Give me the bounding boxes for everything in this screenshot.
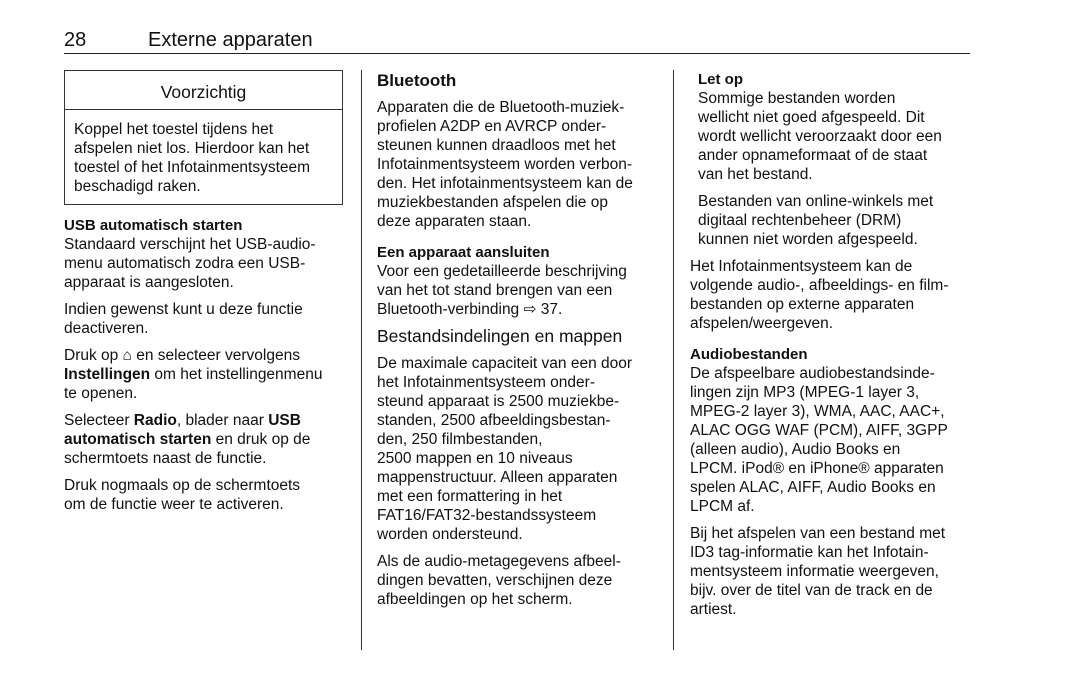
text-line [377,212,667,231]
section-heading [377,243,667,262]
text-line [377,590,667,609]
text-line [690,600,975,619]
text-line [698,192,975,211]
text-line [377,373,667,392]
text-line [64,254,349,273]
text-line: toestel of het Infotainmentsysteem [74,159,311,176]
text-line: Koppel het toestel tijdens het [74,121,274,138]
text-segment: om de functie weer te activeren. [64,496,284,513]
bold-term: USB [268,412,301,429]
text-segment: Selecteer [64,412,134,429]
paragraph [690,89,975,184]
text-line [377,525,667,544]
section-heading [64,216,349,235]
text-segment: FAT16/FAT32-bestandssysteem [377,507,597,524]
text-segment: De afspeelbare audiobestandsinde- [690,365,935,382]
text-segment: afbeeldingen op het scherm. [377,591,573,608]
text-segment: en druk op de [211,431,311,448]
text-line [377,506,667,525]
text-line [698,146,975,165]
text-line [690,257,975,276]
text-segment: bijv. over de titel van de track en de [690,582,933,599]
section-heading [690,345,975,364]
column-3 [690,70,975,627]
text-line [690,345,975,364]
caution-body [65,110,342,206]
text-line [377,193,667,212]
text-line [698,165,975,184]
section-heading [690,70,975,89]
text-line [377,327,667,346]
text-segment: den. Het infotainmentsysteem kan de [377,175,633,192]
text-segment: bestanden op externe apparaten [690,296,915,313]
text-line [377,449,667,468]
text-segment: worden ondersteund. [377,526,523,543]
text-segment: schermtoets naast de functie. [64,450,267,467]
column-2 [377,71,667,617]
paragraph [377,262,667,319]
text-segment: Infotainmentsysteem worden verbon- [377,156,633,173]
text-segment: De maximale capaciteit van een door [377,355,633,372]
text-line [64,430,349,449]
text-segment: menu automatisch zodra een USB- [64,255,306,272]
text-line [377,174,667,193]
text-segment: ander opnameformaat of de staat [698,147,928,164]
text-line [690,497,975,516]
text-segment: dingen bevatten, verschijnen deze [377,572,613,589]
text-line [64,495,349,514]
text-line [64,411,349,430]
text-segment: 2500 mappen en 10 niveaus [377,450,573,467]
text-segment: Bij het afspelen van een bestand met [690,525,946,542]
text-line [64,449,349,468]
text-line [64,273,349,292]
paragraph [377,354,667,544]
text-segment: spelen ALAC, AIFF, Audio Books en [690,479,936,496]
bold-term: Instellingen [64,366,151,383]
text-line [64,476,349,495]
text-segment: Bestanden van online-winkels met [698,193,934,210]
text-line [64,365,349,384]
text-segment: Voor een gedetailleerde beschrijving [377,263,627,280]
text-line [377,300,667,319]
column-divider [673,70,674,650]
caution-title: Voorzichtig [65,71,342,110]
header-rule [64,53,970,54]
text-line [377,98,667,117]
paragraph [690,364,975,516]
text-segment: profielen A2DP en AVRCP onder- [377,118,607,135]
text-segment: muziekbestanden afspelen die op [377,194,608,211]
text-segment: volgende audio-, afbeeldings- en film- [690,277,949,294]
text-segment: Druk op ⌂ en selecteer vervolgens [64,347,300,364]
paragraph [64,235,349,292]
text-line [377,392,667,411]
text-line [64,319,349,338]
text-line [377,411,667,430]
text-line [377,117,667,136]
text-segment: steunen kunnen draadloos met het [377,137,616,154]
text-line [377,262,667,281]
text-line [698,70,975,89]
text-segment: Een apparaat aansluiten [377,244,550,261]
text-segment: Sommige bestanden worden [698,90,896,107]
text-line [690,314,975,333]
bold-term: Radio [133,412,177,429]
text-line [698,230,975,249]
text-line [377,487,667,506]
text-line [64,235,349,254]
text-line [377,571,667,590]
paragraph [690,192,975,249]
text-segment: Standaard verschijnt het USB-audio- [64,236,316,253]
text-segment: met een formattering in het [377,488,563,505]
text-segment: artiest. [690,601,737,618]
text-line: afspelen niet los. Hierdoor kan het [74,140,310,157]
text-segment: MPEG-2 layer 3), WMA, AAC, AAC+, [690,403,945,420]
text-line [698,108,975,127]
text-line [377,281,667,300]
text-segment: , blader naar [176,412,269,429]
text-segment: LPCM af. [690,498,755,515]
text-line [377,155,667,174]
text-segment: Als de audio-metagegevens afbeel- [377,553,621,570]
column-divider [361,70,362,650]
paragraph [690,257,975,333]
text-line [690,383,975,402]
text-segment: den, 250 filmbestanden, [377,431,543,448]
text-segment: (alleen audio), Audio Books en [690,441,901,458]
paragraph [377,552,667,609]
text-segment: Let op [698,71,743,88]
text-segment: het Infotainmentsysteem onder- [377,374,595,391]
column-1 [64,216,349,522]
text-segment: afspelen/weergeven. [690,315,834,332]
section-heading [377,71,667,90]
text-segment: digitaal rechtenbeheer (DRM) [698,212,902,229]
section-heading [377,327,667,346]
text-line [377,552,667,571]
text-segment: steund apparaat is 2500 muziekbe- [377,393,620,410]
paragraph [690,524,975,619]
text-line [698,127,975,146]
text-segment: te openen. [64,385,138,402]
bold-term: automatisch starten [64,431,212,448]
text-segment: Audiobestanden [690,346,808,363]
text-line [377,71,667,90]
text-line [690,421,975,440]
text-line [690,364,975,383]
text-line [377,243,667,262]
text-line [698,89,975,108]
paragraph [64,300,349,338]
text-segment: van het tot stand brengen van een [377,282,613,299]
text-segment: mappenstructuur. Alleen apparaten [377,469,618,486]
paragraph [64,476,349,514]
text-line [690,562,975,581]
text-line [690,524,975,543]
text-line [377,354,667,373]
text-line [690,478,975,497]
text-line [377,468,667,487]
text-line [377,136,667,155]
text-segment: standen, 2500 afbeeldingsbestan- [377,412,611,429]
text-segment: Indien gewenst kunt u deze functie [64,301,303,318]
text-line [690,440,975,459]
text-segment: ALAC OGG WAF (PCM), AIFF, 3GPP [690,422,948,439]
paragraph [377,98,667,231]
text-segment: wellicht niet goed afgespeeld. Dit [698,109,925,126]
text-line [64,346,349,365]
text-segment: ID3 tag-informatie kan het Infotain- [690,544,929,561]
text-segment: Bluetooth [377,71,457,90]
text-segment: mentsysteem informatie weergeven, [690,563,939,580]
text-segment: USB automatisch starten [64,217,243,234]
text-line [690,581,975,600]
text-segment: kunnen niet worden afgespeeld. [698,231,918,248]
paragraph [64,411,349,468]
text-line [64,384,349,403]
text-segment: om het instellingenmenu [150,366,323,383]
text-segment: Bestandsindelingen en mappen [377,326,623,346]
text-segment: Bluetooth-verbinding ⇨ 37. [377,301,563,318]
text-segment: lingen zijn MP3 (MPEG-1 layer 3, [690,384,920,401]
text-line [64,300,349,319]
text-line [690,276,975,295]
paragraph [64,346,349,403]
text-segment: wordt wellicht veroorzaakt door een [698,128,942,145]
text-line [690,459,975,478]
text-line [690,295,975,314]
page-number: 28 [64,29,87,51]
caution-box [64,70,343,205]
text-segment: Druk nogmaals op de schermtoets [64,477,301,494]
text-line [64,216,349,235]
text-line [377,430,667,449]
text-segment: van het bestand. [698,166,813,183]
text-segment: apparaat is aangesloten. [64,274,234,291]
text-line [698,211,975,230]
text-segment: Het Infotainmentsysteem kan de [690,258,913,275]
text-segment: deze apparaten staan. [377,213,532,230]
text-segment: LPCM. iPod® en iPhone® apparaten [690,460,944,477]
page-title: Externe apparaten [148,29,313,51]
text-line: beschadigd raken. [74,178,201,195]
text-line [690,543,975,562]
text-line [690,402,975,421]
text-segment: Apparaten die de Bluetooth-muziek- [377,99,625,116]
text-segment: deactiveren. [64,320,149,337]
